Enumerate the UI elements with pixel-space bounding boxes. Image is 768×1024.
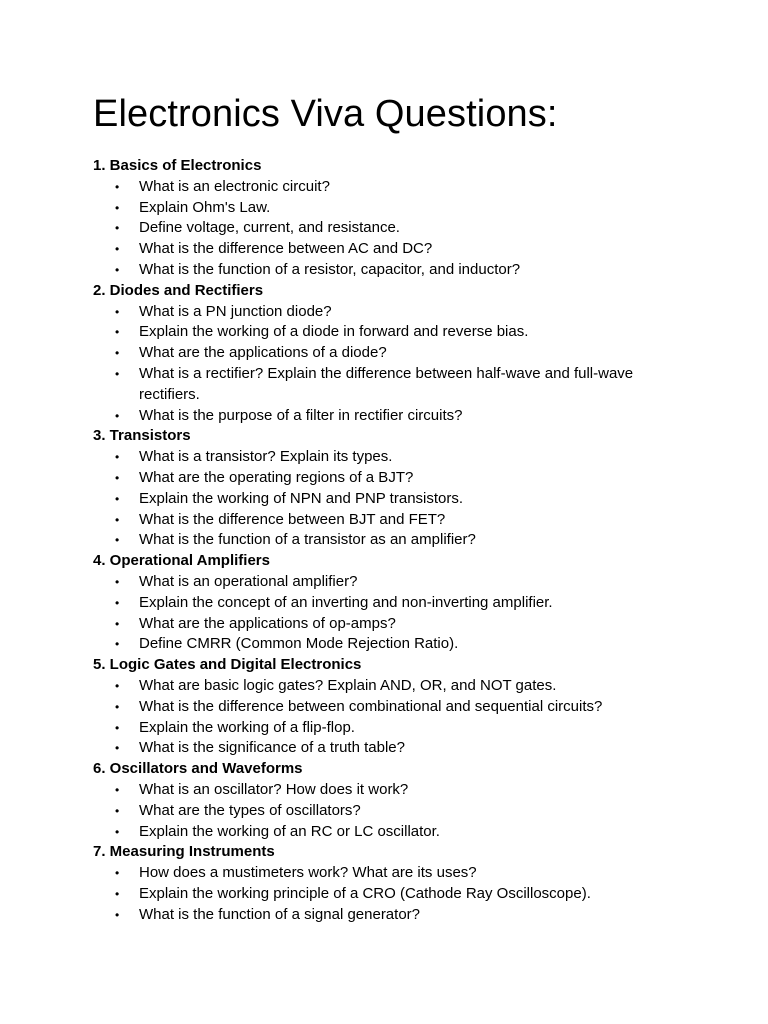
bullet-icon: •: [115, 346, 120, 361]
question-item: [93, 489, 693, 510]
bullet-icon: •: [115, 262, 120, 277]
question-text: How does a mustimeters work? What are its uses?: [139, 864, 477, 882]
question-item: [93, 676, 693, 697]
question-item: [93, 780, 693, 801]
question-item: [93, 697, 693, 718]
question-section: [93, 759, 693, 842]
question-list: [93, 177, 693, 281]
question-text: What are the applications of op-amps?: [139, 614, 396, 632]
question-item: [93, 801, 693, 822]
question-item: [93, 614, 693, 635]
question-section: [93, 551, 693, 655]
question-text: Explain the working of an RC or LC oscillator.: [139, 822, 440, 840]
bullet-icon: •: [115, 304, 120, 319]
question-item: [93, 198, 693, 219]
question-item: [93, 905, 693, 926]
question-text: What are basic logic gates? Explain AND, OR, and NOT gates.: [139, 676, 557, 694]
question-text: What is a transistor? Explain its types.: [139, 448, 393, 466]
bullet-icon: •: [115, 450, 120, 465]
question-text: Define voltage, current, and resistance.: [139, 219, 400, 237]
question-text: What is an oscillator? How does it work?: [139, 780, 409, 798]
question-text: Explain Ohm's Law.: [139, 198, 271, 216]
question-item: [93, 884, 693, 905]
question-item: [93, 260, 693, 281]
question-item: [93, 218, 693, 239]
question-item: [93, 822, 693, 843]
question-text: Explain the working of a diode in forward and reverse bias.: [139, 323, 529, 341]
question-item: [93, 177, 693, 198]
question-item: [93, 572, 693, 593]
question-sections: [93, 156, 693, 925]
question-item: [93, 530, 693, 551]
question-item: [93, 510, 693, 531]
bullet-icon: •: [115, 595, 120, 610]
question-text: What is the difference between BJT and FET?: [139, 510, 446, 528]
question-item: [93, 738, 693, 759]
page-title: Electronics Viva Questions:: [93, 93, 558, 135]
question-text: What is a PN junction diode?: [139, 302, 332, 320]
question-text: What are the applications of a diode?: [139, 344, 387, 362]
question-item: [93, 468, 693, 489]
section-heading: 1. Basics of Electronics: [93, 157, 262, 174]
question-text: What is the function of a signal generator?: [139, 905, 421, 923]
bullet-icon: •: [115, 907, 120, 922]
question-text: What is a rectifier? Explain the difference between half-wave and full-wave rectifiers.: [139, 364, 634, 403]
question-item: [93, 302, 693, 323]
question-item: [93, 718, 693, 739]
question-item: [93, 863, 693, 884]
bullet-icon: •: [115, 325, 120, 340]
question-text: What is the difference between AC and DC?: [139, 240, 433, 258]
question-section: [93, 426, 693, 551]
question-item: [93, 634, 693, 655]
question-text: What is the function of a resistor, capacitor, and inductor?: [139, 260, 521, 278]
question-list: [93, 676, 693, 759]
bullet-icon: •: [115, 782, 120, 797]
question-item: [93, 322, 693, 343]
question-text: Explain the working principle of a CRO (Cathode Ray Oscilloscope).: [139, 884, 591, 902]
question-item: [93, 239, 693, 260]
question-item: [93, 364, 693, 406]
bullet-icon: •: [115, 470, 120, 485]
bullet-icon: •: [115, 242, 120, 257]
question-section: [93, 842, 693, 925]
question-text: What are the operating regions of a BJT?: [139, 468, 414, 486]
question-list: [93, 780, 693, 842]
section-heading: 6. Oscillators and Waveforms: [93, 760, 303, 778]
question-list: [93, 447, 693, 551]
question-list: [93, 302, 693, 427]
question-text: What are the types of oscillators?: [139, 801, 361, 819]
bullet-icon: •: [115, 366, 120, 381]
bullet-icon: •: [115, 803, 120, 818]
bullet-icon: •: [115, 678, 120, 693]
question-section: [93, 156, 693, 281]
question-text: Explain the concept of an inverting and non-inverting amplifier.: [139, 593, 553, 611]
question-item: [93, 343, 693, 364]
question-text: What is the purpose of a filter in rectifier circuits?: [139, 406, 463, 424]
bullet-icon: •: [115, 720, 120, 735]
question-text: Define CMRR (Common Mode Rejection Ratio).: [139, 635, 459, 653]
question-section: [93, 281, 693, 427]
section-heading: 7. Measuring Instruments: [93, 843, 275, 861]
question-list: [93, 863, 693, 925]
question-text: What is the significance of a truth table?: [139, 739, 405, 757]
section-heading: 3. Transistors: [93, 427, 191, 445]
section-heading: 2. Diodes and Rectifiers: [93, 281, 264, 299]
question-item: [93, 406, 693, 427]
bullet-icon: •: [115, 574, 120, 589]
document-page: [93, 88, 693, 925]
question-section: [93, 655, 693, 759]
bullet-icon: •: [115, 491, 120, 506]
bullet-icon: •: [115, 533, 120, 548]
question-text: Explain the working of a flip-flop.: [139, 718, 355, 736]
question-text: What is an electronic circuit?: [139, 177, 330, 195]
bullet-icon: •: [115, 637, 120, 652]
question-list: [93, 572, 693, 655]
bullet-icon: •: [115, 699, 120, 714]
bullet-icon: •: [115, 886, 120, 901]
bullet-icon: •: [115, 866, 120, 881]
bullet-icon: •: [115, 221, 120, 236]
bullet-icon: •: [115, 408, 120, 423]
bullet-icon: •: [115, 616, 120, 631]
question-text: What is an operational amplifier?: [139, 572, 358, 590]
section-heading: 4. Operational Amplifiers: [93, 552, 270, 570]
bullet-icon: •: [115, 741, 120, 756]
question-text: What is the difference between combinational and sequential circuits?: [139, 697, 603, 715]
bullet-icon: •: [115, 824, 120, 839]
bullet-icon: •: [115, 200, 120, 215]
question-text: Explain the working of NPN and PNP transistors.: [139, 489, 464, 507]
question-item: [93, 447, 693, 468]
bullet-icon: •: [115, 512, 120, 527]
question-text: What is the function of a transistor as an amplifier?: [139, 531, 476, 549]
bullet-icon: •: [115, 179, 120, 194]
section-heading: 5. Logic Gates and Digital Electronics: [93, 656, 362, 674]
question-item: [93, 593, 693, 614]
